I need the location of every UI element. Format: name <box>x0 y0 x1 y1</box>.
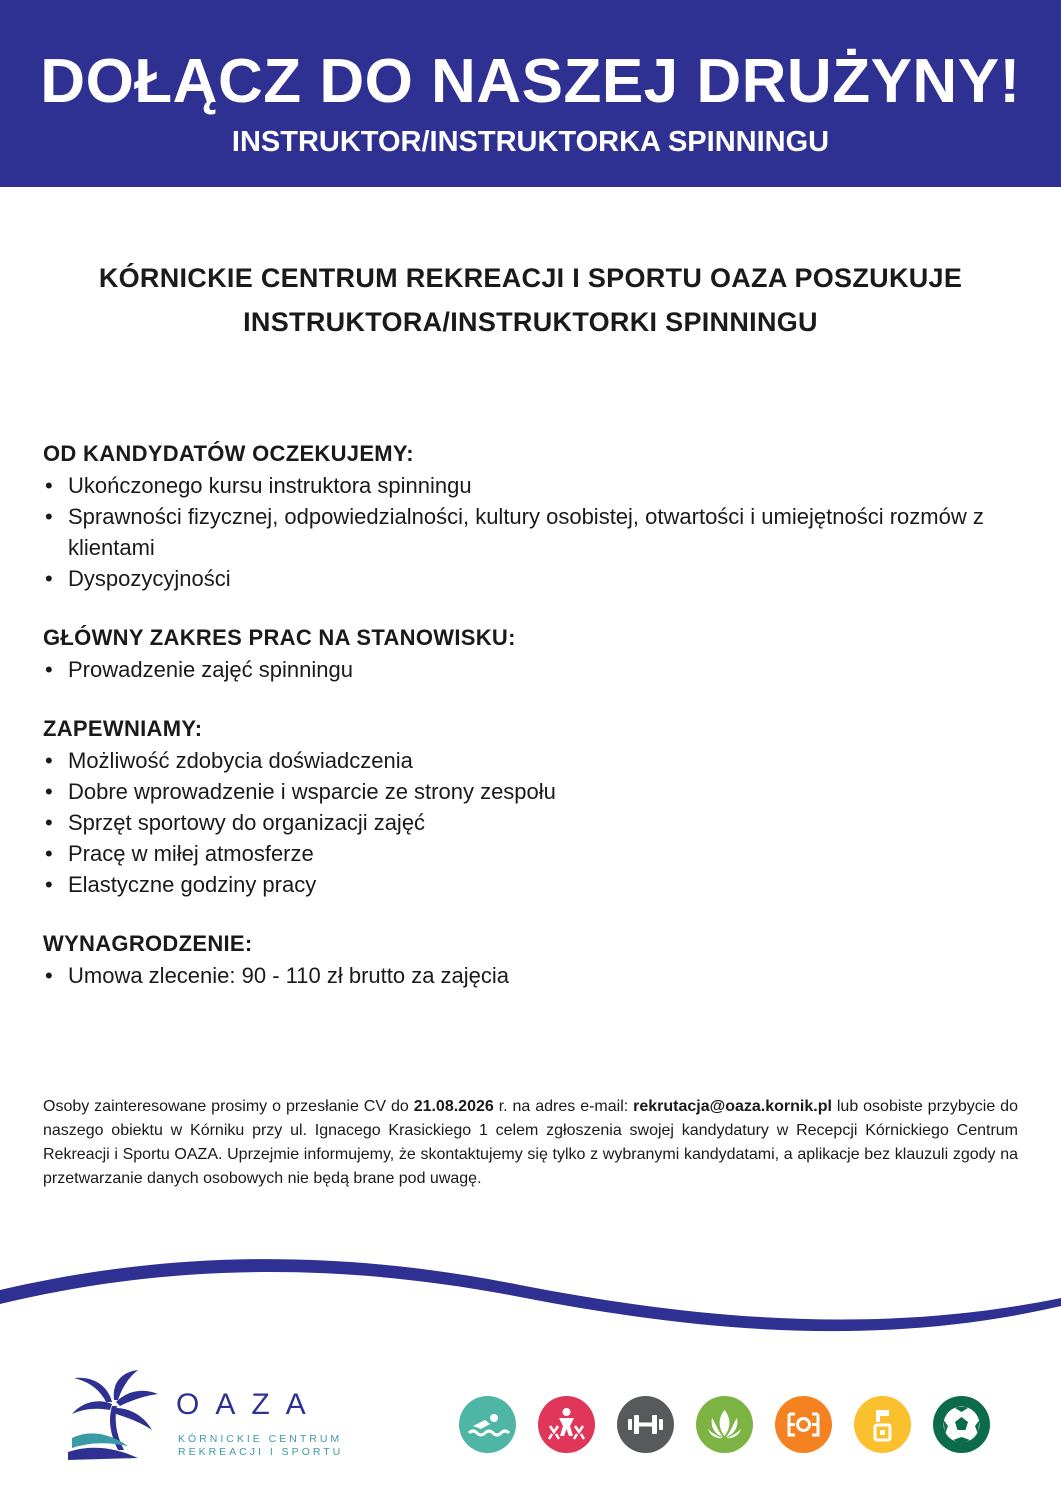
requirements-section <box>43 438 1023 594</box>
section-title: OD KANDYDATÓW OCZEKUJEMY: <box>43 441 414 466</box>
list-item: • Możliwość zdobycia doświadczenia <box>43 745 1023 776</box>
section-title: ZAPEWNIAMY: <box>43 716 203 741</box>
header-banner <box>0 0 1061 187</box>
sports-field-icon <box>775 1396 832 1453</box>
logo-name: OAZA <box>176 1388 322 1421</box>
job-heading-line-2: INSTRUKTORA/INSTRUKTORKI SPINNINGU <box>243 307 818 337</box>
section-title: WYNAGRODZENIE: <box>43 931 253 956</box>
application-note <box>43 1095 1018 1191</box>
bullet-list <box>43 745 1023 900</box>
benefits-section <box>43 713 1023 900</box>
list-item: • Ukończonego kursu instruktora spinningu <box>43 470 1023 501</box>
job-heading <box>60 256 1001 344</box>
duties-section <box>43 622 1023 685</box>
lotus-icon <box>696 1396 753 1453</box>
logo-tagline-2: REKREACJI I SPORTU <box>178 1446 344 1458</box>
list-item: • Sprawności fizycznej, odpowiedzialności, kultury osobistej, otwartości i umiejętności rozmów z klientami <box>43 501 1023 563</box>
oaza-logo <box>68 1368 358 1468</box>
palm-tree-icon <box>68 1368 160 1460</box>
list-item: • Elastyczne godziny pracy <box>43 869 1023 900</box>
activity-icons <box>459 1396 999 1454</box>
swimming-icon <box>459 1396 516 1453</box>
salary-section <box>43 928 1023 991</box>
group-activity-icon <box>538 1396 595 1453</box>
football-icon <box>933 1396 990 1453</box>
logo-tagline-1: KÓRNICKIE CENTRUM <box>178 1433 343 1445</box>
list-item: • Prowadzenie zajęć spinningu <box>43 654 1023 685</box>
list-item: • Sprzęt sportowy do organizacji zajęć <box>43 807 1023 838</box>
list-item: • Dyspozycyjności <box>43 563 1023 594</box>
bullet-list <box>43 960 1023 991</box>
page-title: DOŁĄCZ DO NASZEJ DRUŻYNY! <box>40 47 1021 116</box>
section-title: GŁÓWNY ZAKRES PRAC NA STANOWISKU: <box>43 625 516 650</box>
list-item: • Umowa zlecenie: 90 - 110 zł brutto za zajęcia <box>43 960 1023 991</box>
list-item: • Dobre wprowadzenie i wsparcie ze strony zespołu <box>43 776 1023 807</box>
dumbbell-icon <box>617 1396 674 1453</box>
job-heading-line-1: KÓRNICKIE CENTRUM REKREACJI I SPORTU OAZA POSZUKUJE <box>98 263 963 293</box>
bullet-list <box>43 470 1023 594</box>
note-text: r. na adres e-mail: <box>493 1098 634 1115</box>
email-link[interactable]: rekrutacja@oaza.kornik.pl <box>633 1098 832 1115</box>
list-item: • Pracę w miłej atmosferze <box>43 838 1023 869</box>
wave-divider <box>0 1250 1061 1370</box>
page-subtitle: INSTRUKTOR/INSTRUKTORKA SPINNINGU <box>231 126 830 158</box>
bowling-icon <box>854 1396 911 1453</box>
bullet-list <box>43 654 1023 685</box>
deadline-date: 21.08.2026 <box>413 1098 494 1115</box>
note-text: Osoby zainteresowane prosimy o przesłanie CV do <box>43 1098 414 1115</box>
note-text: lub osobiste przybycie do naszego obiektu w Kórniku przy ul. Ignacego Krasickiego 1 celem zgłoszenia swojej kandydatury w Recepcji Kórnickiego Centrum Rekreacji i Sportu OAZA. Uprzejmie informujemy, że skontaktujemy się tylko z wybranymi kandydatami, a aplikacje bez klauzuli zgody na przetwarzanie danych osobowych nie będą brane pod uwagę. <box>43 1098 1018 1187</box>
job-details <box>43 438 1023 1019</box>
